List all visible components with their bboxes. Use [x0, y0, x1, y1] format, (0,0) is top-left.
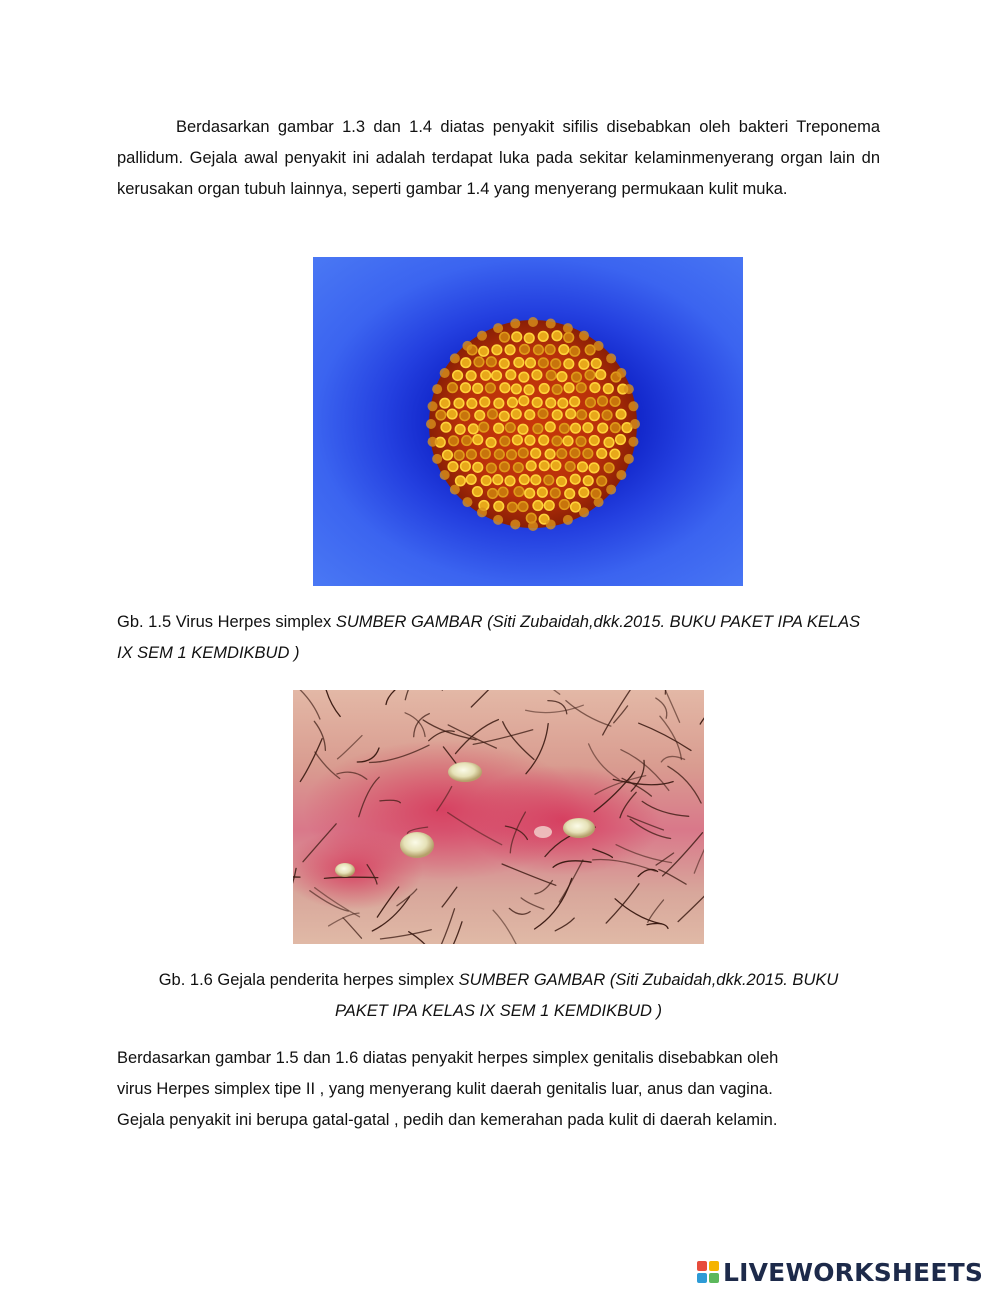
- herpes-virus-image: [313, 257, 743, 586]
- caption-figure-1-6: Gb. 1.6 Gejala penderita herpes simplex SUMBER GAMBAR (Siti Zubaidah,dkk.2015. BUKU PAKET IPA KELAS IX SEM 1 KEMDIKBUD ): [158, 971, 839, 1020]
- paragraph-syphilis: Berdasarkan gambar 1.3 dan 1.4 diatas penyakit sifilis disebabkan oleh bakteri Treponema pallidum. Gejala awal penyakit ini adalah terdapat luka pada sekitar kelaminmenyerang organ lain dn kerusakan organ tubuh lainnya, seperti gambar 1.4 yang menyerang permukaan kulit muka.: [117, 118, 880, 198]
- liveworksheets-logo-icon: [697, 1261, 719, 1283]
- herpes-skin-lesion-image: [293, 690, 704, 944]
- paragraph-herpes: [117, 1043, 880, 1136]
- caption-figure-1-5: Gb. 1.5 Virus Herpes simplex SUMBER GAMBAR (Siti Zubaidah,dkk.2015. BUKU PAKET IPA KELAS IX SEM 1 KEMDIKBUD ): [117, 613, 861, 662]
- paragraph-herpes-line-3: Gejala penyakit ini berupa gatal-gatal , pedih dan kemerahan pada kulit di daerah kelamin.: [117, 1111, 778, 1129]
- paragraph-herpes-line-1: Berdasarkan gambar 1.5 dan 1.6 diatas penyakit herpes simplex genitalis disebabkan oleh: [117, 1049, 779, 1067]
- liveworksheets-logo-text: LIVEWORKSHEETS: [723, 1257, 984, 1287]
- paragraph-herpes-line-2: virus Herpes simplex tipe II , yang menyerang kulit daerah genitalis luar, anus dan vagina.: [117, 1080, 773, 1098]
- liveworksheets-logo: [697, 1258, 983, 1286]
